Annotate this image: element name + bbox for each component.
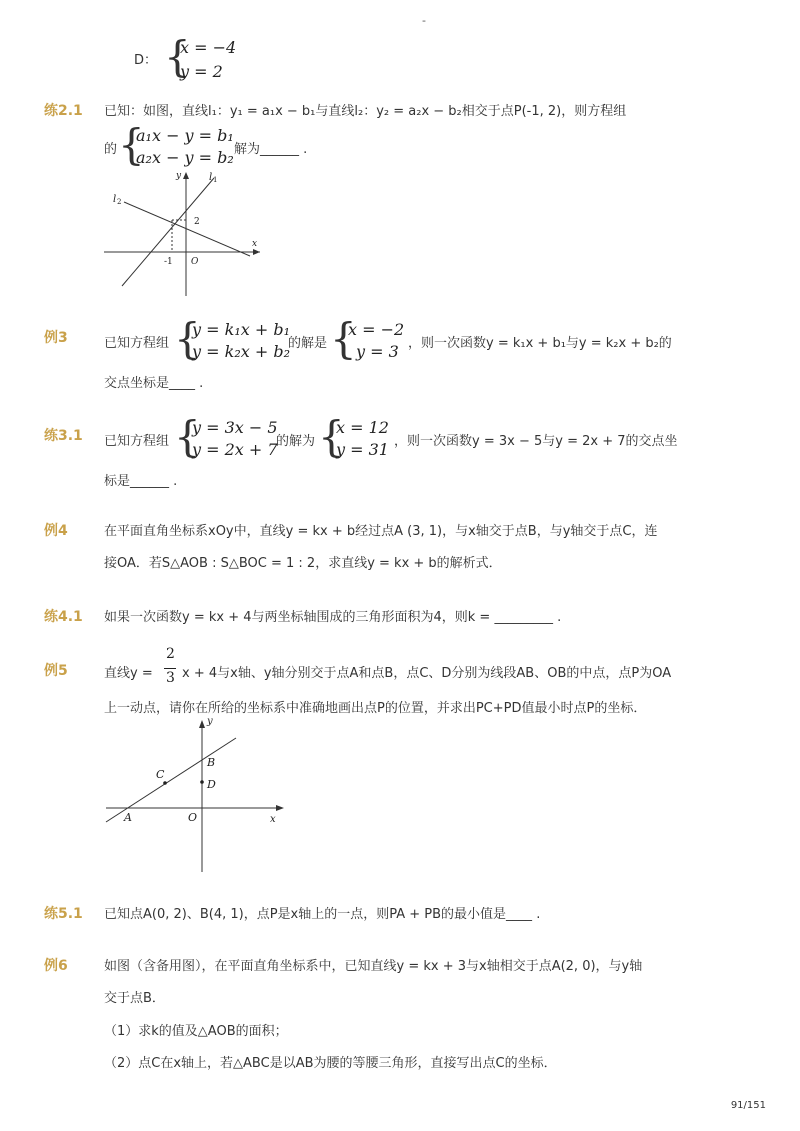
brace-icon: {	[330, 314, 357, 363]
problem-text	[104, 646, 744, 690]
problem-text-line2: 接OA．若S△AOB : S△BOC = 1 : 2，求直线y = kx + b的解析式．	[104, 556, 502, 571]
solution-x: x = −2	[348, 320, 405, 339]
problem-tag: 练5.1	[44, 906, 83, 922]
figure-coordinate-system	[100, 714, 290, 874]
line-l1	[122, 178, 214, 286]
system-eq1: a₁x − y = b₁	[136, 126, 234, 145]
brace-icon: {	[174, 412, 201, 461]
label-x: x	[270, 814, 276, 825]
label-l1: l	[209, 172, 213, 183]
problem-text-line2: 交于点B．	[104, 991, 165, 1006]
text-lead: 直线y =	[104, 666, 153, 681]
system-lead: 已知方程组	[104, 434, 170, 449]
fraction-bar	[164, 668, 176, 669]
x-arrow-icon	[276, 805, 284, 811]
figure-intersecting-lines	[100, 168, 270, 300]
solution-y: y = 3	[356, 342, 399, 361]
problem-tag: 例4	[44, 523, 68, 539]
page-number: 91/151	[730, 1100, 766, 1111]
solution-x: x = 12	[336, 418, 389, 437]
problem-text	[104, 314, 724, 364]
label-l2: l	[113, 194, 117, 205]
label-two: 2	[194, 217, 200, 227]
answer-blank: 标是______ .	[104, 474, 178, 489]
brace-icon: {	[174, 314, 201, 363]
option-d-eq1: x = −4	[180, 38, 237, 57]
y-arrow-icon	[183, 172, 189, 179]
brace-icon: {	[318, 412, 345, 461]
point-d	[200, 780, 204, 784]
label-y: y	[176, 171, 182, 181]
label-a: A	[124, 811, 132, 824]
brace-icon: {	[164, 32, 191, 81]
question-2: （2）点C在x轴上，若△ABC是以AB为腰的等腰三角形，直接写出点C的坐标．	[104, 1056, 557, 1071]
problem-tag: 练4.1	[44, 609, 83, 625]
text-rest: x + 4与x轴、y轴分别交于点A和点B，点C、D分别为线段AB、OB的中点，点P为OA	[182, 666, 672, 681]
problem-tag: 练2.1	[44, 103, 83, 119]
system-mid: 的解为	[276, 434, 316, 449]
problem-text	[104, 412, 724, 462]
system-mid: 的解是	[288, 336, 328, 351]
system-eq2: y = 2x + 7	[192, 440, 278, 459]
option-d-label: D：	[134, 53, 158, 68]
x-arrow-icon	[253, 249, 260, 255]
header-mark: -	[422, 14, 426, 27]
line-ab	[106, 738, 236, 822]
problem-text: 如图（含备用图），在平面直角坐标系中，已知直线y = kx + 3与x轴相交于点A(2, 0)，与y轴	[104, 959, 643, 974]
label-neg1: -1	[164, 257, 173, 267]
label-x: x	[252, 239, 258, 249]
label-origin: O	[191, 257, 199, 267]
problem-text-line2: 上一动点，请你在所给的坐标系中准确地画出点P的位置，并求出PC+PD值最小时点P的坐标．	[104, 701, 647, 716]
question-1: （1）求k的值及△AOB的面积；	[104, 1024, 288, 1039]
problem-text: 已知点A(0, 2)、B(4, 1)，点P是x轴上的一点，则PA + PB的最小值是____ .	[104, 907, 541, 922]
problem-text: 如果一次函数y = kx + 4与两坐标轴围成的三角形面积为4，则k = _________ .	[104, 610, 562, 625]
option-d-eq2: y = 2	[180, 62, 223, 81]
answer-blank: 解为______ .	[234, 142, 308, 157]
solution-y: y = 31	[336, 440, 389, 459]
label-b: B	[207, 756, 216, 769]
system-lead: 的	[104, 142, 118, 157]
label-l1-sub: 1	[213, 176, 218, 184]
brace-icon: {	[118, 120, 145, 169]
label-c: C	[156, 768, 165, 781]
fraction-denominator: 3	[166, 670, 175, 686]
answer-blank: 交点坐标是____ .	[104, 376, 204, 391]
system-eq1: y = k₁x + b₁	[192, 320, 290, 339]
system-eq2: y = k₂x + b₂	[192, 342, 290, 361]
option-d	[134, 32, 334, 86]
fraction-numerator: 2	[166, 646, 175, 662]
problem-tag: 例5	[44, 663, 68, 679]
equation-system	[104, 120, 404, 170]
point-c	[163, 781, 167, 785]
system-tail: ，则一次函数y = k₁x + b₁与y = k₂x + b₂的	[408, 336, 672, 351]
problem-tag: 练3.1	[44, 428, 83, 444]
problem-tag: 例6	[44, 958, 68, 974]
label-y: y	[207, 716, 213, 727]
problem-text: 已知：如图，直线l₁：y₁ = a₁x − b₁与直线l₂：y₂ = a₂x − b₂相交于点P(-1, 2)，则方程组	[104, 104, 627, 119]
label-origin: O	[188, 811, 198, 824]
system-lead: 已知方程组	[104, 336, 170, 351]
label-d: D	[207, 778, 216, 791]
system-eq2: a₂x − y = b₂	[136, 148, 234, 167]
problem-text: 在平面直角坐标系xOy中，直线y = kx + b经过点A (3, 1)，与x轴交于点B，与y轴交于点C，连	[104, 524, 658, 539]
label-l2-sub: 2	[117, 198, 122, 206]
problem-tag: 例3	[44, 330, 68, 346]
system-tail: ，则一次函数y = 3x − 5与y = 2x + 7的交点坐	[394, 434, 678, 449]
system-eq1: y = 3x − 5	[192, 418, 278, 437]
y-arrow-icon	[199, 720, 205, 728]
